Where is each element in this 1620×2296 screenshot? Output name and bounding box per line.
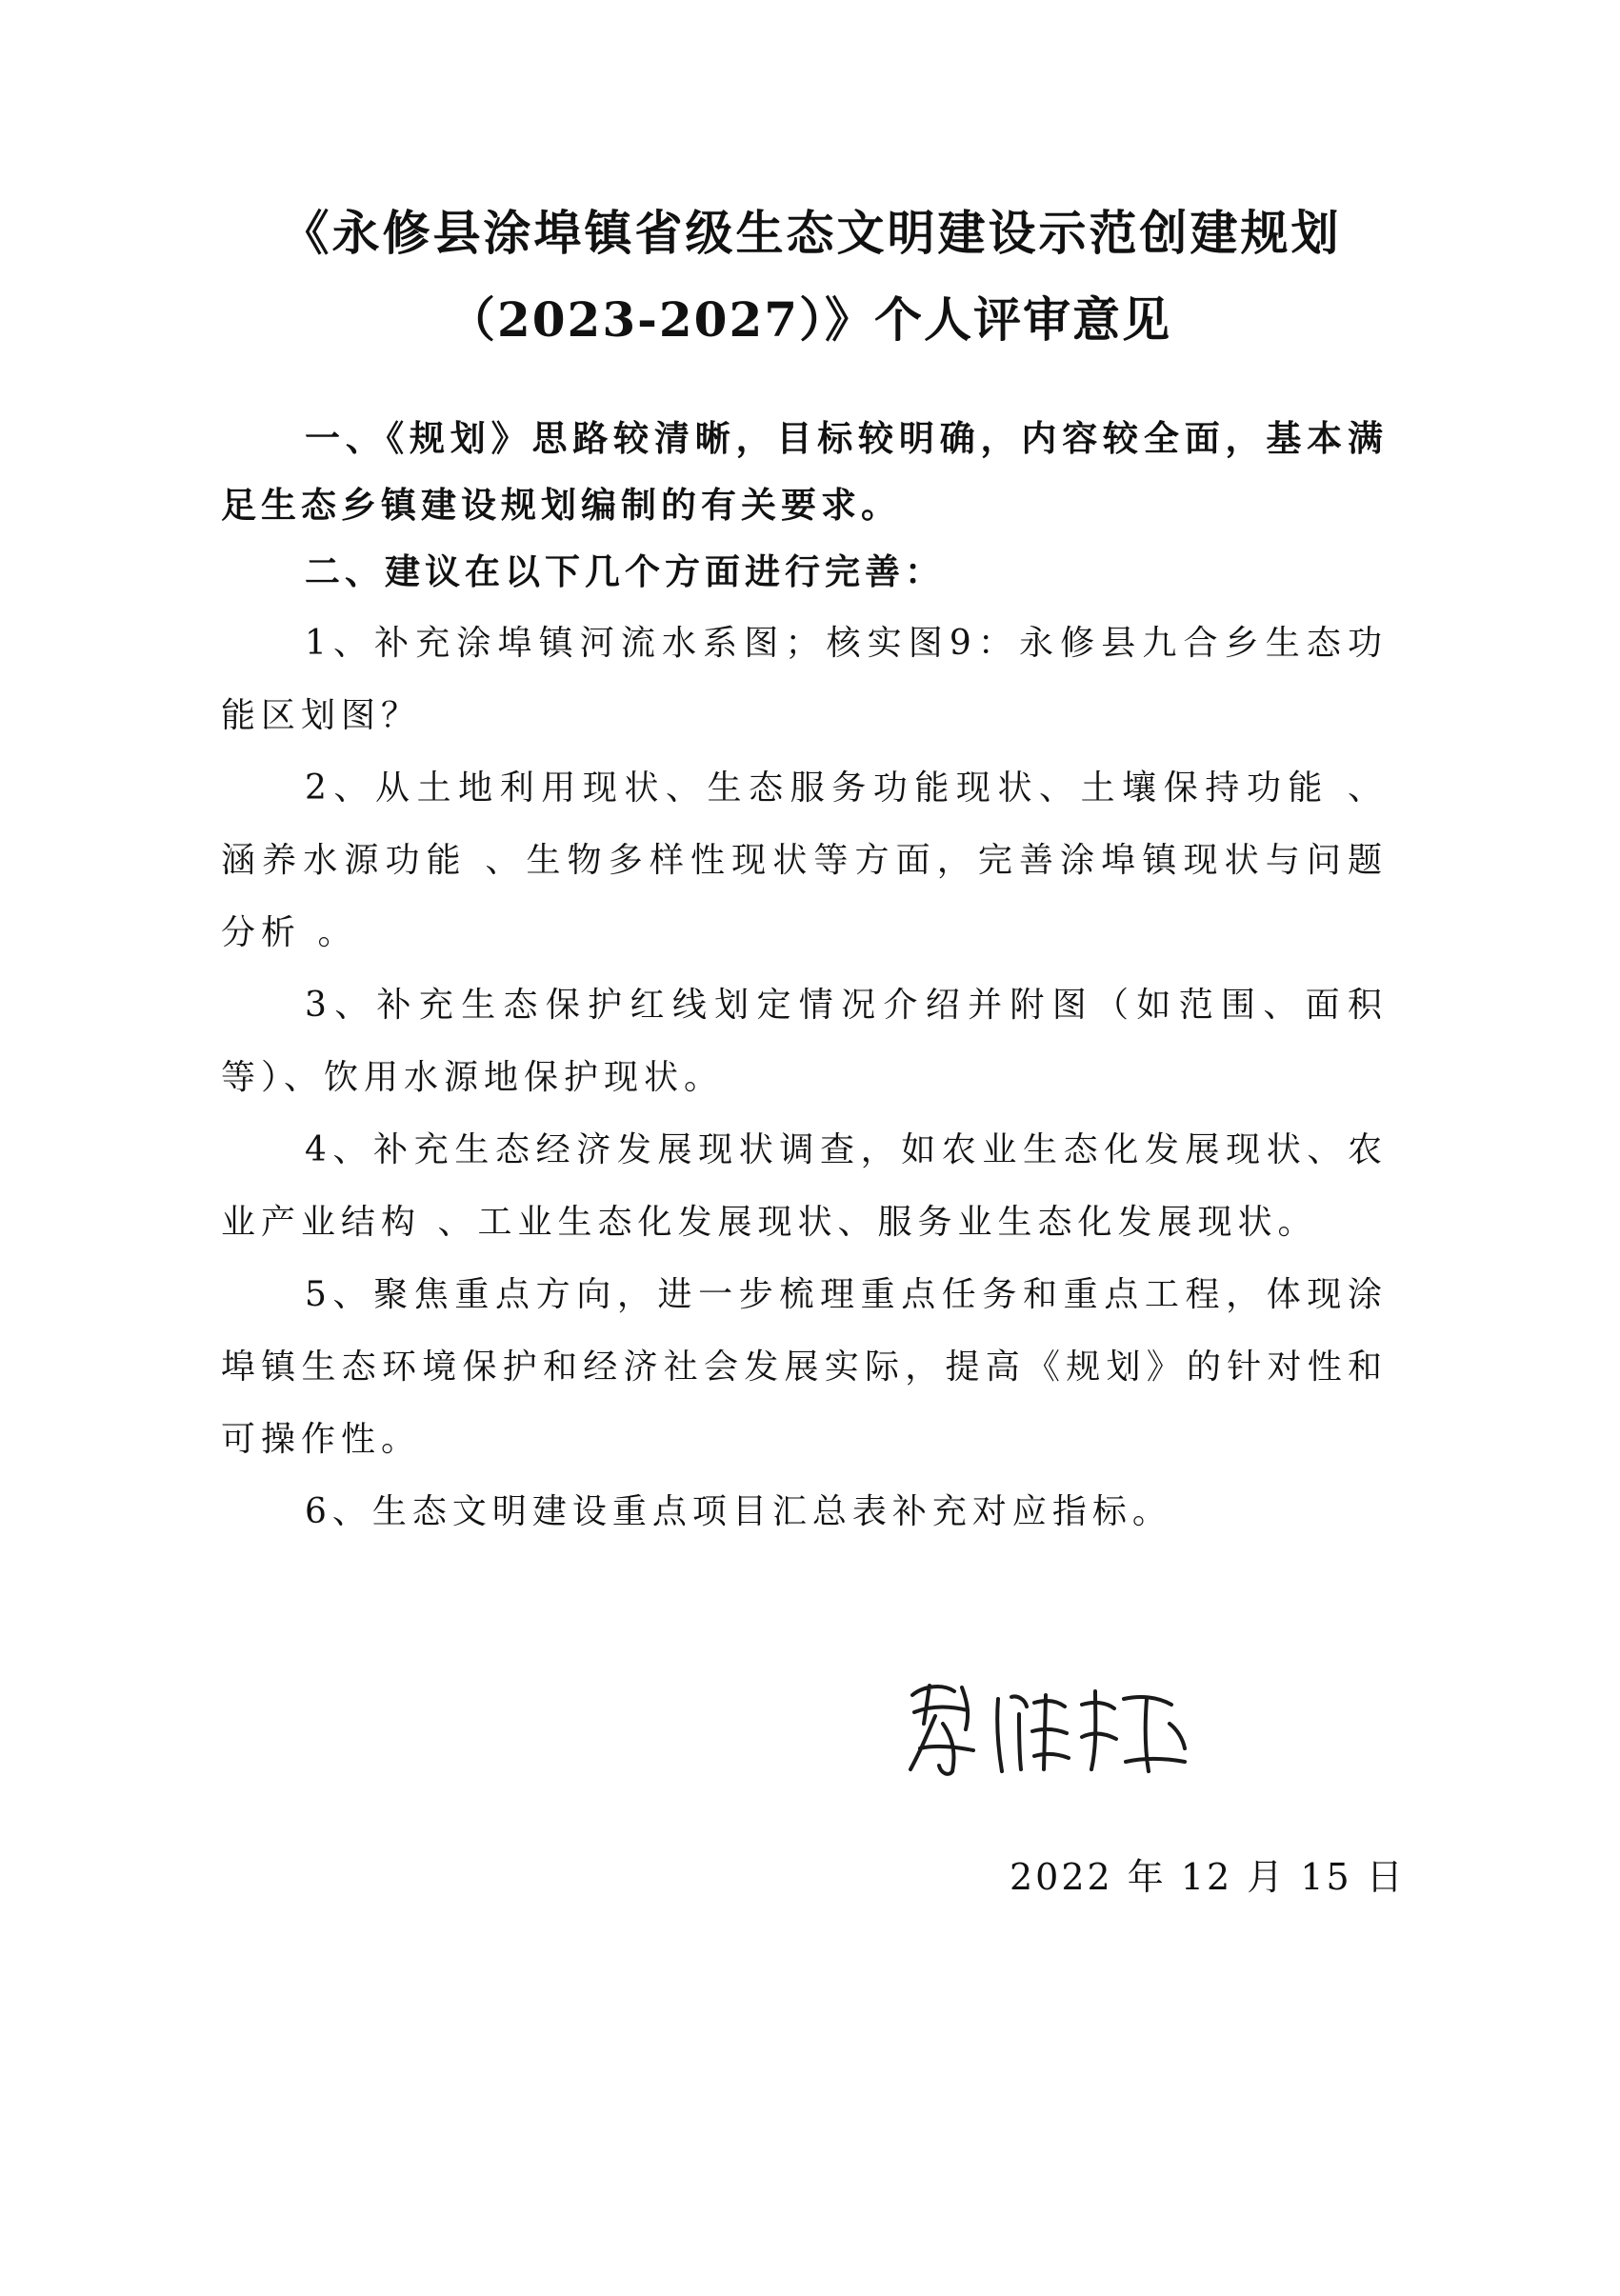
suggestion-item-2: 2、从土地利用现状、生态服务功能现状、土壤保持功能 、涵养水源功能 、生物多样性现状等方面，完善涂埠镇现状与问题分析 。 [221, 769, 1388, 952]
handwritten-signature [886, 1657, 1200, 1790]
suggestion-item-5: 5、聚焦重点方向，进一步梳理重点任务和重点工程，体现涂埠镇生态环境保护和经济社会发展实际，提高《规划》的针对性和可操作性。 [221, 1275, 1388, 1459]
document-title-line-1: 《永修县涂埠镇省级生态文明建设示范创建规划 [281, 205, 1342, 261]
signature-scribble [886, 1657, 1200, 1790]
suggestion-item-3: 3、补充生态保护红线划定情况介绍并附图（如范围、面积等）、饮用水源地保护现状。 [221, 986, 1388, 1097]
suggestion-item-1: 1、补充涂埠镇河流水系图；核实图9：永修县九合乡生态功能区划图？ [221, 624, 1388, 735]
document-title-line-2: （2023-2027）》个人评审意见 [447, 291, 1172, 348]
section-2-heading [221, 538, 1388, 605]
section-2-heading-text: 二、建议在以下几个方面进行完善： [305, 550, 945, 592]
suggestion-item-4: 4、补充生态经济发展现状调查，如农业生态化发展现状、农业产业结构 、工业生态化发展现状、服务业生态化发展现状。 [221, 1130, 1388, 1242]
suggestion-item-6: 6、生态文明建设重点项目汇总表补充对应指标。 [305, 1492, 1172, 1531]
document-date: 2022 年 12 月 15 日 [1010, 1856, 1406, 1898]
section-1-text: 一、《规划》思路较清晰，目标较明确，内容较全面，基本满足生态乡镇建设规划编制的有关要求。 [221, 417, 1388, 526]
suggestion-list [221, 608, 1388, 1548]
section-1 [221, 405, 1388, 538]
